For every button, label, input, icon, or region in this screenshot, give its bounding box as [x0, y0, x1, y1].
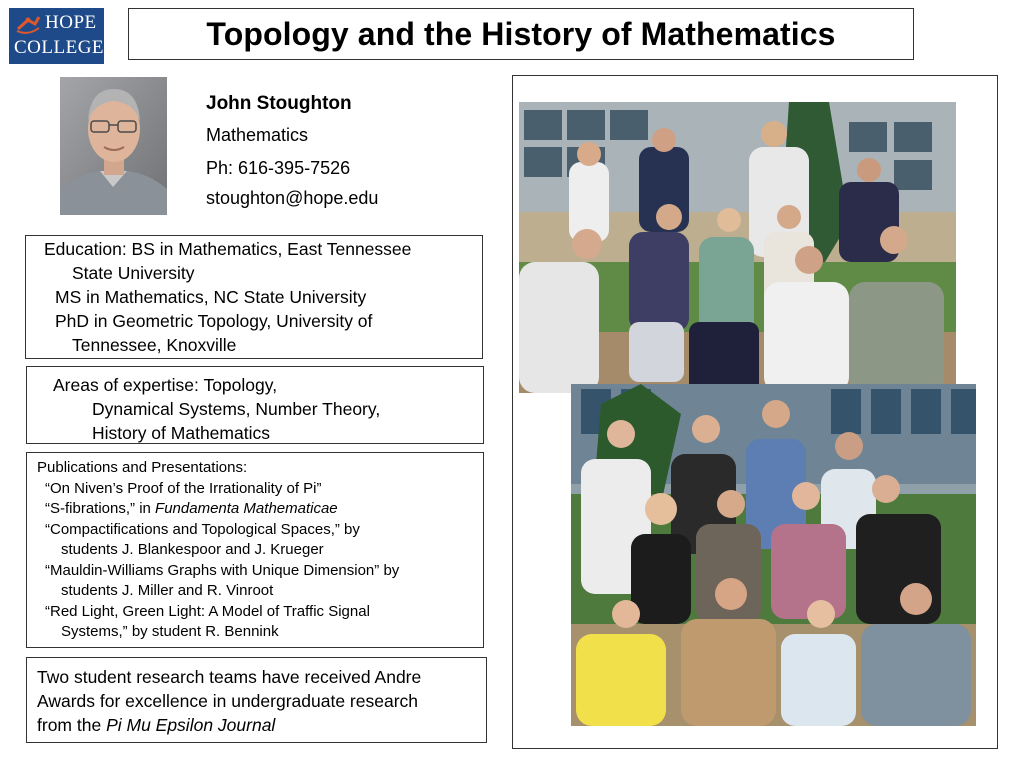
publication-item: “Red Light, Green Light: A Model of Traffic Signal	[45, 602, 370, 620]
education-box	[25, 235, 483, 359]
logo-text-hope: HOPE	[45, 12, 97, 33]
contact-phone: Ph: 616-395-7526	[206, 158, 351, 178]
publication-item-continued: students J. Blankespoor and J. Krueger	[61, 541, 324, 558]
group-photo-1	[519, 102, 956, 393]
education-line: State University	[72, 263, 195, 283]
expertise-line: Areas of expertise: Topology,	[53, 375, 278, 395]
awards-line: Two student research teams have received Andre	[37, 667, 422, 687]
expertise-line: History of Mathematics	[92, 423, 270, 443]
expertise-line: Dynamical Systems, Number Theory,	[92, 399, 381, 419]
awards-box	[26, 657, 487, 743]
awards-text: from the	[37, 715, 107, 735]
publications-box	[26, 452, 484, 648]
anchor-logo-icon	[15, 14, 41, 34]
publication-item	[27, 499, 483, 520]
publications-heading: Publications and Presentations:	[37, 459, 248, 476]
education-line: PhD in Geometric Topology, University of	[55, 311, 373, 331]
journal-title: Pi Mu Epsilon Journal	[106, 715, 276, 735]
contact-department: Mathematics	[206, 125, 309, 145]
logo-text-college: COLLEGE	[14, 37, 105, 58]
publication-item: “Mauldin-Williams Graphs with Unique Dimension” by	[45, 561, 400, 579]
publication-item-continued: students J. Miller and R. Vinroot	[61, 582, 274, 599]
awards-line	[37, 713, 486, 737]
publication-text: “S-fibrations,” in	[45, 500, 156, 517]
expertise-box	[26, 366, 484, 444]
group-photo-2	[571, 384, 976, 726]
title-box	[128, 8, 914, 60]
education-line: MS in Mathematics, NC State University	[55, 287, 367, 307]
contact-email[interactable]: stoughton@hope.edu	[206, 188, 379, 208]
publication-item-continued: Systems,” by student R. Bennink	[61, 623, 279, 640]
contact-name: John Stoughton	[206, 93, 352, 114]
publication-item: “Compactifications and Topological Spaces,” by	[45, 520, 360, 538]
awards-line: Awards for excellence in undergraduate research	[37, 691, 419, 711]
portrait-photo	[60, 77, 167, 215]
page-title: Topology and the History of Mathematics	[206, 15, 836, 52]
education-line: Tennessee, Knoxville	[72, 335, 237, 355]
hope-college-logo	[9, 8, 104, 64]
publication-item: “On Niven’s Proof of the Irrationality of Pi”	[45, 479, 322, 497]
education-line: Education: BS in Mathematics, East Tennessee	[44, 239, 412, 259]
journal-title: Fundamenta Mathematicae	[155, 500, 338, 517]
